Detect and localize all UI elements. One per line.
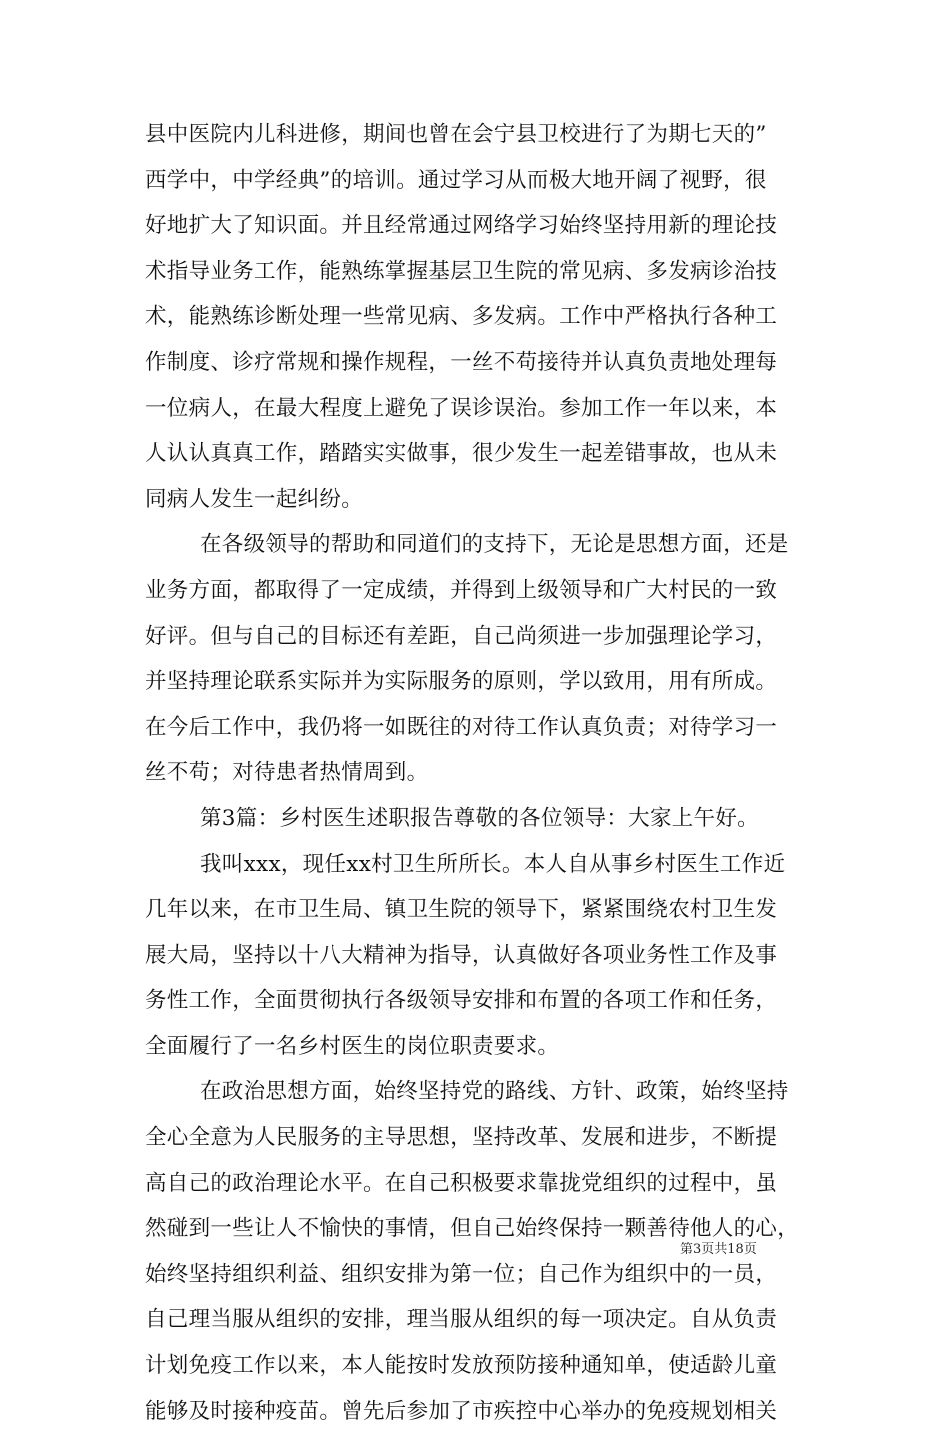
- text-line: 全面履行了一名乡村医生的岗位职责要求。: [145, 1033, 560, 1059]
- text-line: 术，能熟练诊断处理一些常见病、多发病。工作中严格执行各种工: [145, 304, 778, 330]
- document-body: [145, 112, 810, 1434]
- text-line: 作制度、诊疗常规和操作规程，一丝不苟接待并认真负责地处理每: [145, 349, 778, 375]
- text-line: 展大局，坚持以十八大精神为指导，认真做好各项业务性工作及事: [145, 942, 778, 968]
- text-line: 务性工作，全面贯彻执行各级领导安排和布置的各项工作和任务，: [145, 988, 778, 1014]
- text-line: 业务方面，都取得了一定成绩，并得到上级领导和广大村民的一致: [145, 577, 778, 603]
- text-line: 自己理当服从组织的安排，理当服从组织的每一项决定。自从负责: [145, 1307, 778, 1333]
- text-line: 始终坚持组织利益、组织安排为第一位；自己作为组织中的一员，: [145, 1261, 778, 1287]
- section-heading: 第3篇：乡村医生述职报告尊敬的各位领导：大家上午好。: [200, 805, 759, 831]
- paragraph-first-line: 我叫xxx，现任xx村卫生所所长。本人自从事乡村医生工作近: [200, 851, 786, 877]
- text-line: 好地扩大了知识面。并且经常通过网络学习始终坚持用新的理论技: [145, 213, 778, 239]
- page-number: 第3页共18页: [680, 1242, 757, 1257]
- paragraph-first-line: 在各级领导的帮助和同道们的支持下，无论是思想方面，还是: [200, 532, 789, 558]
- text-line: 能够及时接种疫苗。曾先后参加了市疾控中心举办的免疫规划相关: [145, 1398, 778, 1424]
- text-line: 丝不苟；对待患者热情周到。: [145, 760, 429, 786]
- text-line: 高自己的政治理论水平。在自己积极要求靠拢党组织的过程中，虽: [145, 1170, 778, 1196]
- text-line: 术指导业务工作，能熟练掌握基层卫生院的常见病、多发病诊治技: [145, 258, 778, 284]
- text-line: 全心全意为人民服务的主导思想，坚持改革、发展和进步，不断提: [145, 1125, 778, 1151]
- text-line: 同病人发生一起纠纷。: [145, 486, 364, 512]
- text-line: 县中医院内儿科进修，期间也曾在会宁县卫校进行了为期七天的”: [145, 122, 767, 147]
- text-line: 一位病人，在最大程度上避免了误诊误治。参加工作一年以来，本: [145, 395, 778, 421]
- text-line: 几年以来，在市卫生局、镇卫生院的领导下，紧紧围绕农村卫生发: [145, 897, 778, 923]
- text-line: 西学中，中学经典”的培训。通过学习从而极大地开阔了视野，很: [145, 167, 767, 193]
- text-line: 人认认真真工作，踏踏实实做事，很少发生一起差错事故，也从未: [145, 441, 778, 467]
- paragraph-first-line: 在政治思想方面，始终坚持党的路线、方针、政策，始终坚持: [200, 1079, 789, 1105]
- text-line: 好评。但与自己的目标还有差距，自己尚须进一步加强理论学习，: [145, 623, 778, 649]
- text-line: 然碰到一些让人不愉快的事情，但自己始终保持一颗善待他人的心，: [145, 1216, 800, 1242]
- text-line: 并坚持理论联系实际并为实际服务的原则，学以致用，用有所成。: [145, 669, 778, 695]
- text-line: 计划免疫工作以来，本人能按时发放预防接种通知单，使适龄儿童: [145, 1353, 778, 1379]
- text-line: 在今后工作中，我仍将一如既往的对待工作认真负责；对待学习一: [145, 714, 778, 740]
